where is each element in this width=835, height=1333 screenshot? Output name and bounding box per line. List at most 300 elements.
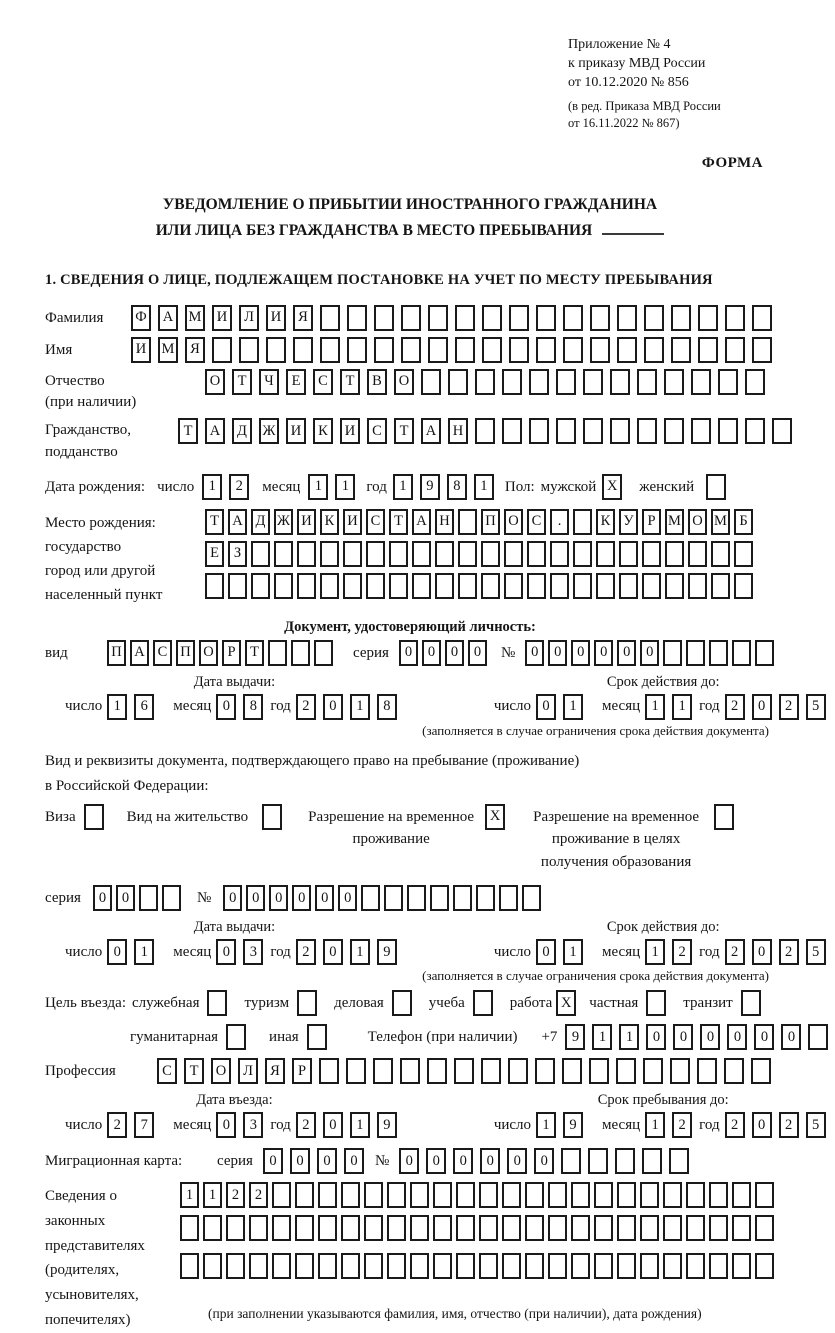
char-cell[interactable] (205, 573, 224, 599)
char-cell[interactable]: Е (205, 541, 224, 567)
char-cell[interactable]: 1 (645, 1112, 665, 1138)
char-cell[interactable]: 9 (565, 1024, 585, 1050)
char-cell[interactable]: 1 (393, 474, 413, 500)
char-cell[interactable]: Р (292, 1058, 312, 1084)
char-cell[interactable]: О (394, 369, 414, 395)
char-cell[interactable]: 1 (563, 939, 583, 965)
char-cell[interactable]: Е (286, 369, 306, 395)
char-cell[interactable] (698, 337, 718, 363)
char-cell[interactable] (709, 640, 728, 666)
char-cell[interactable] (266, 337, 286, 363)
char-cell[interactable]: 0 (323, 939, 343, 965)
char-cell[interactable]: 2 (296, 694, 316, 720)
char-cell[interactable] (691, 369, 711, 395)
char-cell[interactable] (212, 337, 232, 363)
char-cell[interactable]: Т (178, 418, 198, 444)
char-cell[interactable] (272, 1182, 291, 1208)
char-cell[interactable]: 2 (229, 474, 249, 500)
char-cell[interactable] (686, 640, 705, 666)
char-cell[interactable]: 2 (672, 1112, 692, 1138)
char-cell[interactable] (318, 1182, 337, 1208)
char-cell[interactable]: 1 (203, 1182, 222, 1208)
char-cell[interactable] (725, 337, 745, 363)
char-cell[interactable] (341, 1215, 360, 1241)
char-cell[interactable] (610, 369, 630, 395)
char-cell[interactable]: Т (340, 369, 360, 395)
char-cell[interactable] (249, 1253, 268, 1279)
char-cell[interactable] (421, 369, 441, 395)
char-cell[interactable] (686, 1253, 705, 1279)
char-cell[interactable] (734, 541, 753, 567)
char-cell[interactable] (665, 541, 684, 567)
char-cell[interactable]: М (158, 337, 178, 363)
char-cell[interactable] (709, 1253, 728, 1279)
char-cell[interactable] (596, 541, 615, 567)
char-cell[interactable] (642, 1148, 662, 1174)
char-cell[interactable] (320, 541, 339, 567)
char-cell[interactable] (293, 337, 313, 363)
char-cell[interactable]: И (266, 305, 286, 331)
char-cell[interactable]: 1 (536, 1112, 556, 1138)
char-cell[interactable] (642, 573, 661, 599)
char-cell[interactable] (610, 418, 630, 444)
char-cell[interactable] (341, 1182, 360, 1208)
char-cell[interactable]: И (297, 509, 316, 535)
char-cell[interactable]: 2 (779, 939, 799, 965)
char-cell[interactable] (475, 418, 495, 444)
char-cell[interactable]: С (527, 509, 546, 535)
char-cell[interactable] (671, 305, 691, 331)
char-cell[interactable]: Т (232, 369, 252, 395)
char-cell[interactable] (387, 1182, 406, 1208)
char-cell[interactable] (274, 541, 293, 567)
char-cell[interactable] (669, 1148, 689, 1174)
char-cell[interactable] (688, 573, 707, 599)
char-cell[interactable]: 1 (619, 1024, 639, 1050)
char-cell[interactable] (502, 418, 522, 444)
char-cell[interactable] (295, 1215, 314, 1241)
char-cell[interactable] (401, 305, 421, 331)
char-cell[interactable]: 1 (202, 474, 222, 500)
char-cell[interactable]: С (366, 509, 385, 535)
char-cell[interactable]: 0 (399, 640, 418, 666)
char-cell[interactable] (456, 1253, 475, 1279)
char-cell[interactable] (482, 337, 502, 363)
char-cell[interactable]: Р (642, 509, 661, 535)
char-cell[interactable] (640, 1182, 659, 1208)
char-cell[interactable] (428, 305, 448, 331)
char-cell[interactable] (752, 305, 772, 331)
char-cell[interactable] (455, 305, 475, 331)
char-cell[interactable] (226, 1215, 245, 1241)
char-cell[interactable] (180, 1215, 199, 1241)
char-cell[interactable] (617, 305, 637, 331)
char-cell[interactable]: 0 (453, 1148, 473, 1174)
char-cell[interactable] (594, 1253, 613, 1279)
char-cell[interactable] (536, 337, 556, 363)
char-cell[interactable] (364, 1182, 383, 1208)
char-cell[interactable]: Т (389, 509, 408, 535)
char-cell[interactable]: И (131, 337, 151, 363)
char-cell[interactable] (755, 640, 774, 666)
char-cell[interactable] (562, 1058, 582, 1084)
char-cell[interactable] (412, 573, 431, 599)
char-cell[interactable] (590, 305, 610, 331)
char-cell[interactable] (364, 1253, 383, 1279)
char-cell[interactable]: 2 (725, 1112, 745, 1138)
char-cell[interactable]: М (711, 509, 730, 535)
char-cell[interactable] (751, 1058, 771, 1084)
char-cell[interactable] (400, 1058, 420, 1084)
char-cell[interactable] (596, 573, 615, 599)
char-cell[interactable] (563, 305, 583, 331)
char-cell[interactable] (453, 885, 472, 911)
checkbox-cell[interactable] (226, 1024, 246, 1050)
char-cell[interactable] (458, 541, 477, 567)
char-cell[interactable] (407, 885, 426, 911)
char-cell[interactable]: 0 (480, 1148, 500, 1174)
char-cell[interactable]: 1 (350, 1112, 370, 1138)
char-cell[interactable] (527, 541, 546, 567)
char-cell[interactable]: 9 (377, 939, 397, 965)
char-cell[interactable]: Ч (259, 369, 279, 395)
checkbox-cell[interactable] (741, 990, 761, 1016)
char-cell[interactable]: 0 (548, 640, 567, 666)
char-cell[interactable] (637, 418, 657, 444)
char-cell[interactable] (571, 1182, 590, 1208)
char-cell[interactable] (529, 418, 549, 444)
char-cell[interactable]: Л (239, 305, 259, 331)
char-cell[interactable] (274, 573, 293, 599)
char-cell[interactable] (755, 1182, 774, 1208)
checkbox-cell[interactable] (307, 1024, 327, 1050)
char-cell[interactable]: О (504, 509, 523, 535)
char-cell[interactable] (590, 337, 610, 363)
char-cell[interactable] (525, 1253, 544, 1279)
char-cell[interactable] (643, 1058, 663, 1084)
char-cell[interactable]: X (602, 474, 622, 500)
char-cell[interactable] (481, 541, 500, 567)
char-cell[interactable] (343, 573, 362, 599)
char-cell[interactable]: 0 (525, 640, 544, 666)
char-cell[interactable] (320, 305, 340, 331)
char-cell[interactable] (556, 369, 576, 395)
char-cell[interactable] (479, 1182, 498, 1208)
char-cell[interactable] (347, 305, 367, 331)
char-cell[interactable]: У (619, 509, 638, 535)
char-cell[interactable] (318, 1253, 337, 1279)
char-cell[interactable]: 0 (344, 1148, 364, 1174)
char-cell[interactable]: 8 (447, 474, 467, 500)
char-cell[interactable]: О (211, 1058, 231, 1084)
char-cell[interactable]: И (286, 418, 306, 444)
char-cell[interactable]: А (205, 418, 225, 444)
char-cell[interactable] (476, 885, 495, 911)
char-cell[interactable] (688, 541, 707, 567)
char-cell[interactable] (644, 337, 664, 363)
char-cell[interactable] (561, 1148, 581, 1174)
char-cell[interactable] (536, 305, 556, 331)
char-cell[interactable]: Ф (131, 305, 151, 331)
char-cell[interactable]: К (596, 509, 615, 535)
char-cell[interactable] (430, 885, 449, 911)
char-cell[interactable]: И (343, 509, 362, 535)
char-cell[interactable] (548, 1215, 567, 1241)
char-cell[interactable]: 5 (806, 939, 826, 965)
char-cell[interactable] (251, 541, 270, 567)
char-cell[interactable]: П (176, 640, 195, 666)
char-cell[interactable] (373, 1058, 393, 1084)
char-cell[interactable] (734, 573, 753, 599)
char-cell[interactable] (617, 1253, 636, 1279)
char-cell[interactable]: Д (251, 509, 270, 535)
char-cell[interactable] (745, 369, 765, 395)
char-cell[interactable] (665, 573, 684, 599)
char-cell[interactable]: 2 (725, 694, 745, 720)
char-cell[interactable] (588, 1148, 608, 1174)
char-cell[interactable]: Б (734, 509, 753, 535)
char-cell[interactable] (347, 337, 367, 363)
char-cell[interactable] (709, 1182, 728, 1208)
char-cell[interactable] (697, 1058, 717, 1084)
char-cell[interactable]: 0 (445, 640, 464, 666)
checkbox-cell[interactable] (473, 990, 493, 1016)
char-cell[interactable] (387, 1253, 406, 1279)
char-cell[interactable] (374, 305, 394, 331)
char-cell[interactable] (319, 1058, 339, 1084)
char-cell[interactable]: 3 (243, 1112, 263, 1138)
char-cell[interactable]: 0 (246, 885, 265, 911)
char-cell[interactable]: Д (232, 418, 252, 444)
char-cell[interactable] (320, 337, 340, 363)
char-cell[interactable] (755, 1253, 774, 1279)
char-cell[interactable] (670, 1058, 690, 1084)
char-cell[interactable]: 0 (116, 885, 135, 911)
char-cell[interactable]: 0 (700, 1024, 720, 1050)
char-cell[interactable]: 1 (350, 694, 370, 720)
char-cell[interactable]: 0 (534, 1148, 554, 1174)
char-cell[interactable]: 9 (377, 1112, 397, 1138)
checkbox-cell[interactable] (714, 804, 734, 830)
char-cell[interactable] (297, 573, 316, 599)
char-cell[interactable]: Н (435, 509, 454, 535)
char-cell[interactable]: 9 (420, 474, 440, 500)
char-cell[interactable]: 8 (243, 694, 263, 720)
char-cell[interactable] (481, 573, 500, 599)
char-cell[interactable]: 0 (338, 885, 357, 911)
char-cell[interactable] (456, 1182, 475, 1208)
char-cell[interactable]: 0 (507, 1148, 527, 1174)
char-cell[interactable] (706, 474, 726, 500)
char-cell[interactable] (711, 573, 730, 599)
char-cell[interactable] (139, 885, 158, 911)
char-cell[interactable]: 5 (806, 1112, 826, 1138)
char-cell[interactable]: 0 (752, 939, 772, 965)
char-cell[interactable]: А (130, 640, 149, 666)
checkbox-cell[interactable] (297, 990, 317, 1016)
char-cell[interactable] (479, 1253, 498, 1279)
char-cell[interactable]: А (228, 509, 247, 535)
char-cell[interactable]: 0 (107, 939, 127, 965)
char-cell[interactable] (571, 1215, 590, 1241)
char-cell[interactable]: Н (448, 418, 468, 444)
char-cell[interactable] (725, 305, 745, 331)
char-cell[interactable] (366, 541, 385, 567)
char-cell[interactable] (502, 369, 522, 395)
char-cell[interactable] (455, 337, 475, 363)
char-cell[interactable]: 0 (317, 1148, 337, 1174)
char-cell[interactable] (458, 573, 477, 599)
char-cell[interactable] (504, 573, 523, 599)
char-cell[interactable]: 0 (536, 694, 556, 720)
char-cell[interactable]: А (421, 418, 441, 444)
char-cell[interactable] (663, 1215, 682, 1241)
char-cell[interactable]: Ж (274, 509, 293, 535)
char-cell[interactable]: З (228, 541, 247, 567)
char-cell[interactable] (671, 337, 691, 363)
char-cell[interactable]: О (199, 640, 218, 666)
char-cell[interactable]: 6 (134, 694, 154, 720)
char-cell[interactable]: С (367, 418, 387, 444)
char-cell[interactable] (617, 1215, 636, 1241)
char-cell[interactable]: 5 (806, 694, 826, 720)
char-cell[interactable] (389, 541, 408, 567)
char-cell[interactable] (732, 1253, 751, 1279)
char-cell[interactable] (203, 1253, 222, 1279)
char-cell[interactable] (548, 1253, 567, 1279)
char-cell[interactable] (589, 1058, 609, 1084)
char-cell[interactable]: Я (293, 305, 313, 331)
char-cell[interactable] (268, 640, 287, 666)
char-cell[interactable] (435, 541, 454, 567)
char-cell[interactable] (548, 1182, 567, 1208)
char-cell[interactable]: Я (265, 1058, 285, 1084)
char-cell[interactable]: 0 (468, 640, 487, 666)
char-cell[interactable] (583, 369, 603, 395)
char-cell[interactable]: 2 (779, 1112, 799, 1138)
char-cell[interactable] (454, 1058, 474, 1084)
char-cell[interactable] (295, 1182, 314, 1208)
char-cell[interactable] (410, 1253, 429, 1279)
char-cell[interactable] (249, 1215, 268, 1241)
char-cell[interactable] (502, 1253, 521, 1279)
char-cell[interactable]: П (481, 509, 500, 535)
char-cell[interactable]: 1 (308, 474, 328, 500)
char-cell[interactable]: Р (222, 640, 241, 666)
char-cell[interactable] (563, 337, 583, 363)
char-cell[interactable] (475, 369, 495, 395)
char-cell[interactable]: 0 (216, 694, 236, 720)
char-cell[interactable]: О (688, 509, 707, 535)
char-cell[interactable]: 0 (399, 1148, 419, 1174)
char-cell[interactable] (180, 1253, 199, 1279)
char-cell[interactable]: Я (185, 337, 205, 363)
checkbox-cell[interactable] (646, 990, 666, 1016)
char-cell[interactable] (295, 1253, 314, 1279)
char-cell[interactable]: Т (394, 418, 414, 444)
char-cell[interactable] (226, 1253, 245, 1279)
char-cell[interactable]: 2 (779, 694, 799, 720)
char-cell[interactable]: В (367, 369, 387, 395)
char-cell[interactable]: 8 (377, 694, 397, 720)
char-cell[interactable] (732, 1215, 751, 1241)
char-cell[interactable]: К (320, 509, 339, 535)
char-cell[interactable]: 1 (335, 474, 355, 500)
char-cell[interactable] (374, 337, 394, 363)
char-cell[interactable] (640, 1253, 659, 1279)
char-cell[interactable] (433, 1215, 452, 1241)
char-cell[interactable]: 0 (752, 694, 772, 720)
char-cell[interactable]: 0 (323, 694, 343, 720)
char-cell[interactable] (320, 573, 339, 599)
char-cell[interactable]: 0 (727, 1024, 747, 1050)
char-cell[interactable] (410, 1215, 429, 1241)
char-cell[interactable] (291, 640, 310, 666)
char-cell[interactable]: М (665, 509, 684, 535)
char-cell[interactable]: 0 (315, 885, 334, 911)
char-cell[interactable]: 1 (592, 1024, 612, 1050)
char-cell[interactable] (366, 573, 385, 599)
char-cell[interactable]: 0 (422, 640, 441, 666)
char-cell[interactable] (384, 885, 403, 911)
char-cell[interactable]: С (157, 1058, 177, 1084)
char-cell[interactable] (637, 369, 657, 395)
char-cell[interactable] (346, 1058, 366, 1084)
char-cell[interactable] (428, 337, 448, 363)
char-cell[interactable]: 1 (563, 694, 583, 720)
checkbox-cell[interactable]: X (485, 804, 505, 830)
char-cell[interactable]: 2 (672, 939, 692, 965)
char-cell[interactable]: О (205, 369, 225, 395)
char-cell[interactable] (479, 1215, 498, 1241)
char-cell[interactable]: А (412, 509, 431, 535)
char-cell[interactable] (502, 1182, 521, 1208)
char-cell[interactable]: 1 (645, 694, 665, 720)
char-cell[interactable] (529, 369, 549, 395)
char-cell[interactable] (410, 1182, 429, 1208)
char-cell[interactable]: 2 (249, 1182, 268, 1208)
char-cell[interactable] (619, 541, 638, 567)
char-cell[interactable] (573, 509, 592, 535)
checkbox-cell[interactable] (84, 804, 104, 830)
char-cell[interactable] (504, 541, 523, 567)
char-cell[interactable] (724, 1058, 744, 1084)
char-cell[interactable] (573, 541, 592, 567)
char-cell[interactable]: 1 (672, 694, 692, 720)
char-cell[interactable] (594, 1182, 613, 1208)
char-cell[interactable]: 0 (269, 885, 288, 911)
char-cell[interactable] (663, 640, 682, 666)
char-cell[interactable] (341, 1253, 360, 1279)
char-cell[interactable] (239, 337, 259, 363)
char-cell[interactable]: 9 (563, 1112, 583, 1138)
char-cell[interactable]: 2 (296, 939, 316, 965)
char-cell[interactable] (640, 1215, 659, 1241)
char-cell[interactable] (616, 1058, 636, 1084)
char-cell[interactable]: 1 (474, 474, 494, 500)
char-cell[interactable] (550, 541, 569, 567)
char-cell[interactable]: 0 (754, 1024, 774, 1050)
char-cell[interactable]: 0 (93, 885, 112, 911)
char-cell[interactable] (718, 369, 738, 395)
char-cell[interactable] (619, 573, 638, 599)
char-cell[interactable] (343, 541, 362, 567)
char-cell[interactable]: 0 (216, 1112, 236, 1138)
char-cell[interactable]: Т (245, 640, 264, 666)
char-cell[interactable]: . (550, 509, 569, 535)
char-cell[interactable] (663, 1182, 682, 1208)
char-cell[interactable]: 1 (645, 939, 665, 965)
